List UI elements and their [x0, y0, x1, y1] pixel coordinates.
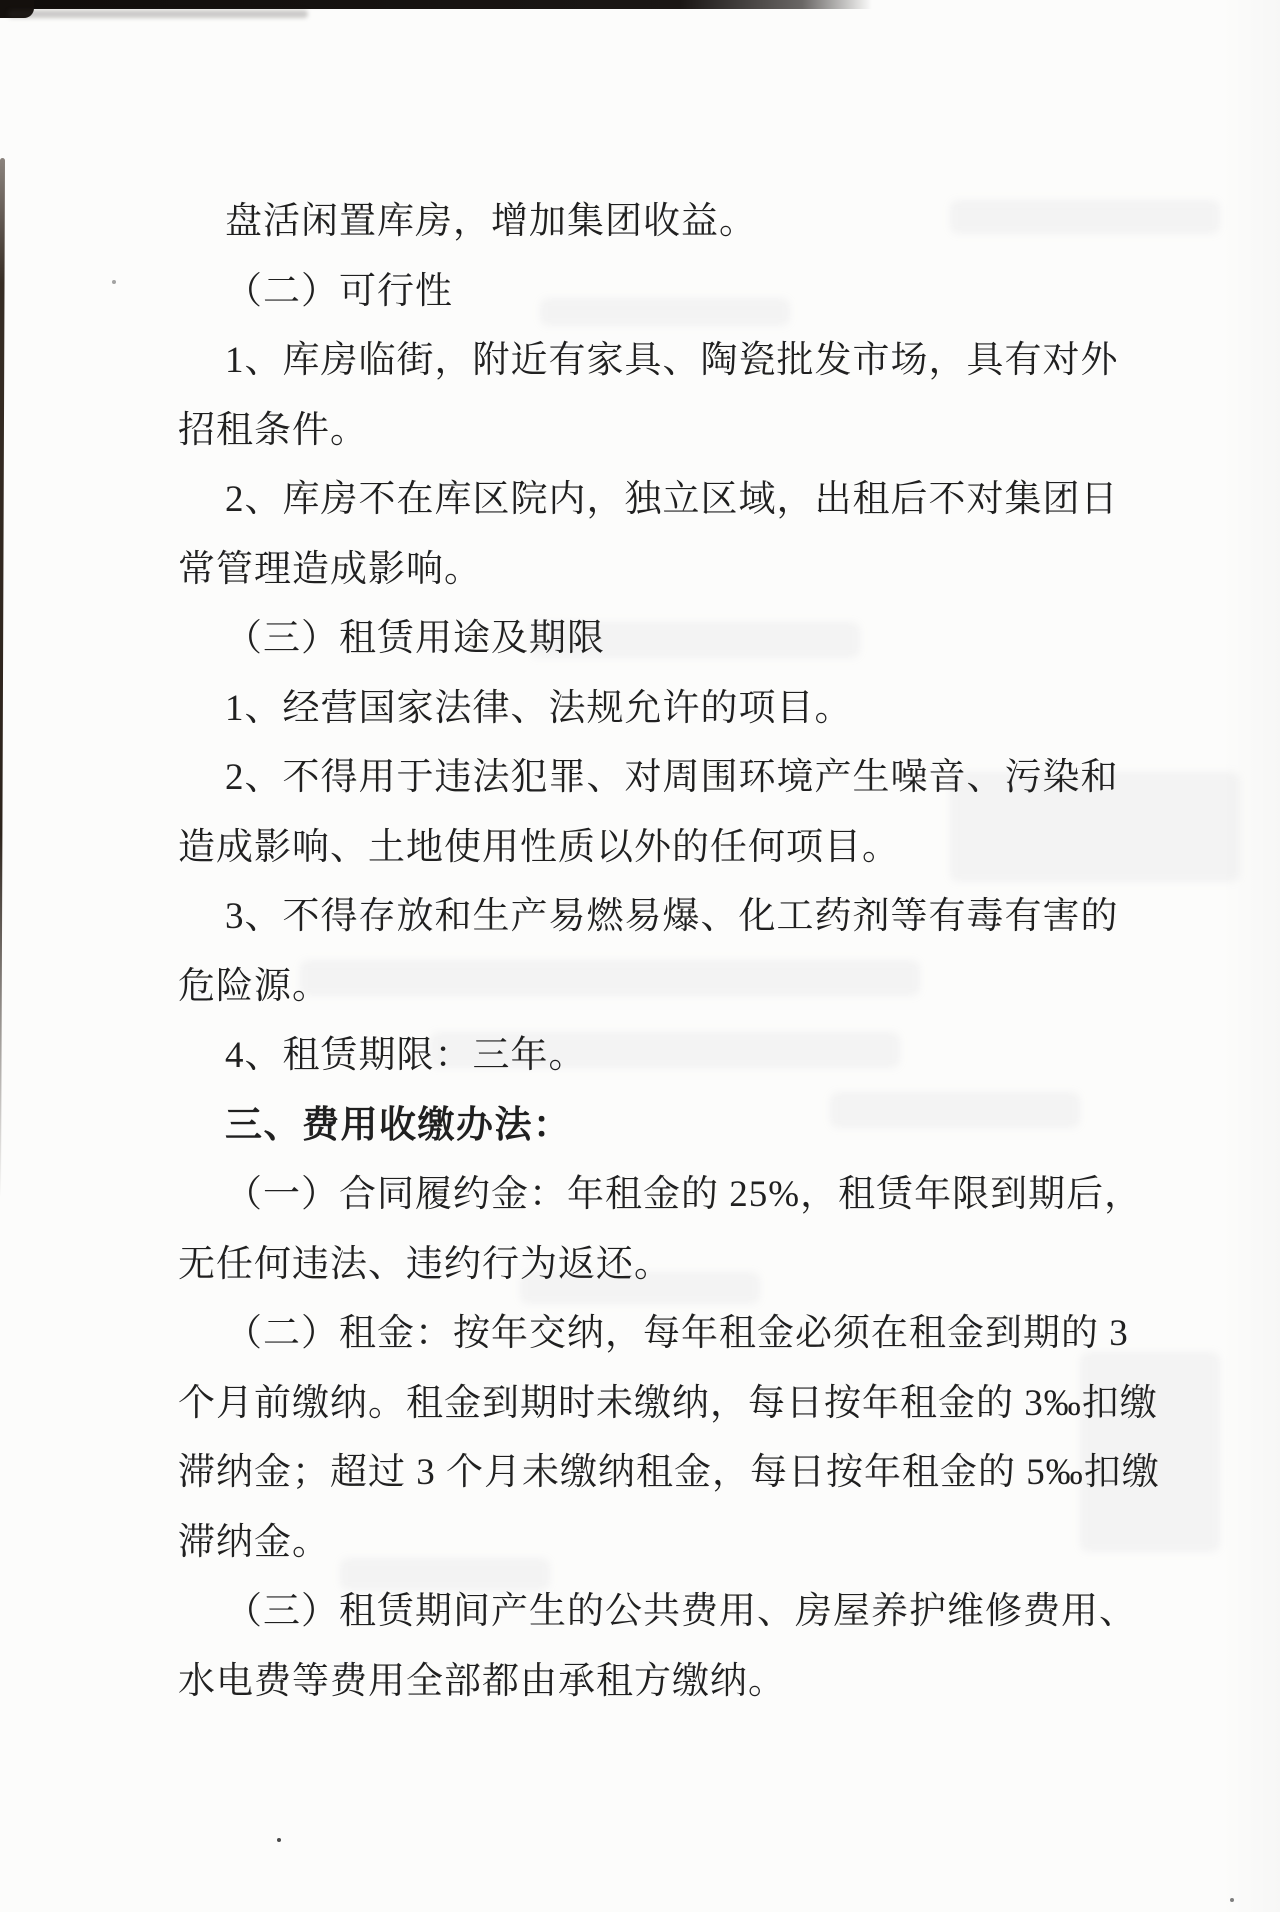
- scan-artifact-left-edge: [0, 158, 5, 1198]
- scan-artifact-top-noise: [8, 10, 308, 18]
- scan-speck: [1230, 1898, 1234, 1902]
- document-line: 1、库房临街，附近有家具、陶瓷批发市场，具有对外: [225, 340, 1119, 381]
- document-line: （三）租赁期间产生的公共费用、房屋养护维修费用、: [225, 1591, 1137, 1632]
- document-line: 危险源。: [178, 965, 330, 1007]
- document-line: 2、库房不在库区院内，独立区域，出租后不对集团日: [225, 479, 1119, 520]
- document-line: 水电费等费用全部都由承租方缴纳。: [178, 1660, 786, 1702]
- document-line: 招租条件。: [178, 409, 368, 451]
- document-line: 3、不得存放和生产易燃易爆、化工药剂等有毒有害的: [225, 896, 1119, 937]
- document-line: （一）合同履约金：年租金的 25%，租赁年限到期后，: [225, 1174, 1143, 1215]
- document-line: 无任何违法、违约行为返还。: [178, 1243, 672, 1285]
- document-line: 4、租赁期限：三年。: [225, 1035, 587, 1076]
- document-line: 个月前缴纳。租金到期时未缴纳，每日按年租金的 3‰扣缴: [178, 1382, 1158, 1424]
- document-line: 盘活闲置库房，增加集团收益。: [225, 201, 757, 242]
- document-line: 滞纳金；超过 3 个月未缴纳租金，每日按年租金的 5‰扣缴: [178, 1452, 1160, 1493]
- document-line: 造成影响、土地使用性质以外的任何项目。: [178, 826, 900, 868]
- document-line: （三）租赁用途及期限: [225, 618, 605, 659]
- document-line: （二）可行性: [225, 270, 453, 312]
- scan-artifact-top-edge: [0, 0, 872, 9]
- document-line: 滞纳金。: [178, 1521, 330, 1563]
- scan-speck: [112, 280, 116, 284]
- scan-speck: [277, 1838, 281, 1842]
- document-line: 1、经营国家法律、法规允许的项目。: [225, 687, 853, 729]
- document-line: 三、费用收缴办法：: [225, 1104, 572, 1146]
- document-body: [178, 187, 1160, 1716]
- document-line: 常管理造成影响。: [178, 548, 482, 590]
- document-line: （二）租金：按年交纳，每年租金必须在租金到期的 3: [225, 1313, 1129, 1354]
- document-line: 2、不得用于违法犯罪、对周围环境产生噪音、污染和: [225, 757, 1119, 798]
